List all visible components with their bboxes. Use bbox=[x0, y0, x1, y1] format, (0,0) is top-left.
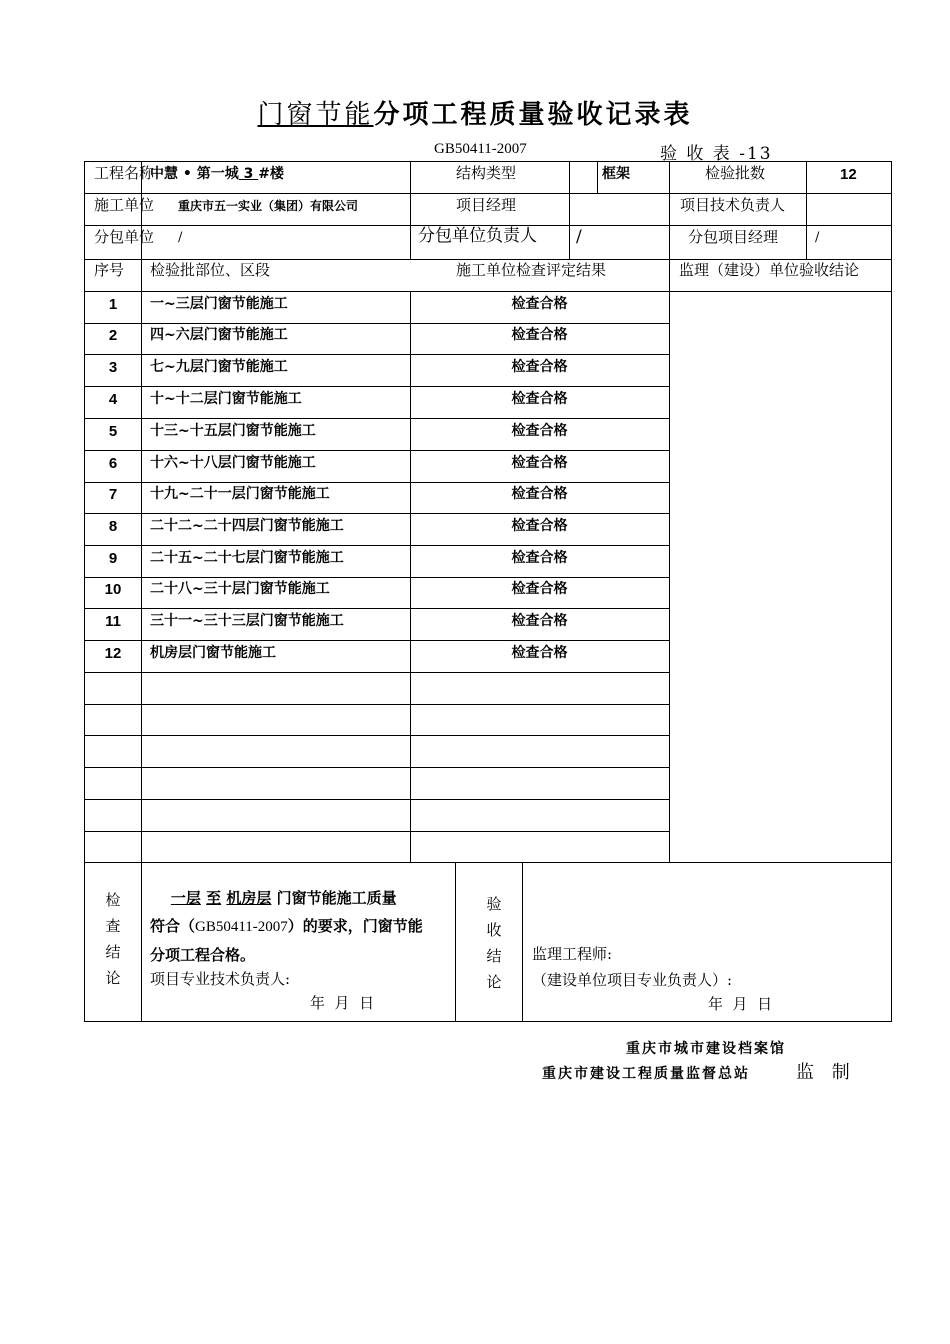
row-result: 检查合格 bbox=[511, 645, 568, 661]
construction-unit-label: 施工单位 bbox=[94, 196, 155, 214]
footer-supervision-station: 重庆市建设工程质量监督总站 bbox=[542, 1066, 750, 1082]
tech-lead-label: 项目技术负责人 bbox=[680, 196, 786, 214]
project-manager-label: 项目经理 bbox=[456, 196, 517, 214]
row-result: 检查合格 bbox=[511, 327, 568, 343]
project-name-label: 工程名称 bbox=[94, 164, 155, 182]
footer-archive: 重庆市城市建设档案馆 bbox=[626, 1041, 786, 1057]
title-subject: 门窗节能 bbox=[257, 100, 374, 130]
col-seq-header: 序号 bbox=[94, 261, 125, 279]
structure-type-value: 框架 bbox=[602, 166, 630, 182]
row-result: 检查合格 bbox=[511, 423, 568, 439]
row-part: 二十五~二十七层门窗节能施工 bbox=[150, 550, 344, 566]
row-part: 一~三层门窗节能施工 bbox=[150, 296, 288, 312]
col-result-header: 施工单位检查评定结果 bbox=[456, 261, 607, 279]
col-supervision-header: 监理（建设）单位验收结论 bbox=[679, 261, 860, 279]
row-result: 检查合格 bbox=[511, 613, 568, 629]
standard-code: GB50411-2007 bbox=[434, 141, 527, 157]
row-seq: 12 bbox=[104, 645, 122, 662]
row-seq: 4 bbox=[108, 391, 118, 408]
row-result: 检查合格 bbox=[511, 581, 568, 597]
title-main: 分项工程质量验收记录表 bbox=[373, 100, 693, 130]
document-title bbox=[0, 94, 950, 131]
row-seq: 6 bbox=[108, 455, 118, 472]
subcontractor-value: / bbox=[178, 230, 183, 245]
row-part: 十~十二层门窗节能施工 bbox=[150, 391, 302, 407]
row-seq: 5 bbox=[108, 423, 118, 440]
row-seq: 1 bbox=[108, 296, 118, 313]
row-part: 十六~十八层门窗节能施工 bbox=[150, 455, 316, 471]
row-result: 检查合格 bbox=[511, 391, 568, 407]
project-name-value: 中慧 • 第一城 3 #楼 bbox=[150, 166, 284, 182]
row-result: 检查合格 bbox=[511, 486, 568, 502]
structure-type-label: 结构类型 bbox=[456, 164, 517, 182]
row-part: 十三~十五层门窗节能施工 bbox=[150, 423, 316, 439]
batch-count-label: 检验批数 bbox=[705, 164, 766, 182]
subcontractor-lead-label: 分包单位负责人 bbox=[418, 226, 537, 246]
check-date: 年 月 日 bbox=[310, 994, 375, 1012]
acceptance-date: 年 月 日 bbox=[708, 995, 773, 1013]
owner-representative: （建设单位项目专业负责人）: bbox=[532, 971, 733, 989]
row-seq: 3 bbox=[108, 359, 118, 376]
row-seq: 10 bbox=[104, 581, 122, 598]
row-part: 三十一~三十三层门窗节能施工 bbox=[150, 613, 344, 629]
row-seq: 11 bbox=[105, 613, 121, 630]
subcontractor-label: 分包单位 bbox=[94, 228, 155, 246]
subcontract-pm-label: 分包项目经理 bbox=[688, 228, 779, 246]
check-conclusion-text: 一层 至 机房层 门窗节能施工质量 符合（GB50411-2007）的要求，门窗节能 分项工程合格。 项目专业技术负责人: 年 月 日 bbox=[150, 884, 450, 1017]
row-result: 检查合格 bbox=[511, 455, 568, 471]
row-part: 二十八~三十层门窗节能施工 bbox=[150, 581, 330, 597]
row-seq: 9 bbox=[108, 550, 118, 567]
row-part: 十九~二十一层门窗节能施工 bbox=[150, 486, 330, 502]
construction-unit-value: 重庆市五一实业（集团）有限公司 bbox=[178, 199, 359, 213]
row-part: 七~九层门窗节能施工 bbox=[150, 359, 288, 375]
row-result: 检查合格 bbox=[511, 518, 568, 534]
row-result: 检查合格 bbox=[511, 550, 568, 566]
row-part: 机房层门窗节能施工 bbox=[150, 645, 276, 661]
col-part-header: 检验批部位、区段 bbox=[150, 261, 271, 279]
footer-issued: 监 制 bbox=[796, 1062, 856, 1083]
check-signer: 项目专业技术负责人: bbox=[150, 970, 291, 988]
row-seq: 8 bbox=[108, 518, 118, 535]
check-conclusion-label: 检 查 结 论 bbox=[105, 891, 121, 987]
subcontract-pm-value: / bbox=[815, 230, 820, 245]
row-seq: 7 bbox=[108, 486, 118, 503]
form-number: 验 收 表 -13 bbox=[660, 144, 773, 164]
acceptance-conclusion-label: 验 收 结 论 bbox=[486, 895, 502, 991]
supervising-engineer: 监理工程师: bbox=[532, 945, 613, 963]
row-part: 二十二~二十四层门窗节能施工 bbox=[150, 518, 344, 534]
batch-count-value: 12 bbox=[840, 166, 857, 183]
row-seq: 2 bbox=[108, 327, 118, 344]
row-part: 四~六层门窗节能施工 bbox=[150, 327, 288, 343]
subcontractor-lead-value: / bbox=[576, 227, 582, 247]
row-result: 检查合格 bbox=[511, 359, 568, 375]
row-result: 检查合格 bbox=[511, 296, 568, 312]
